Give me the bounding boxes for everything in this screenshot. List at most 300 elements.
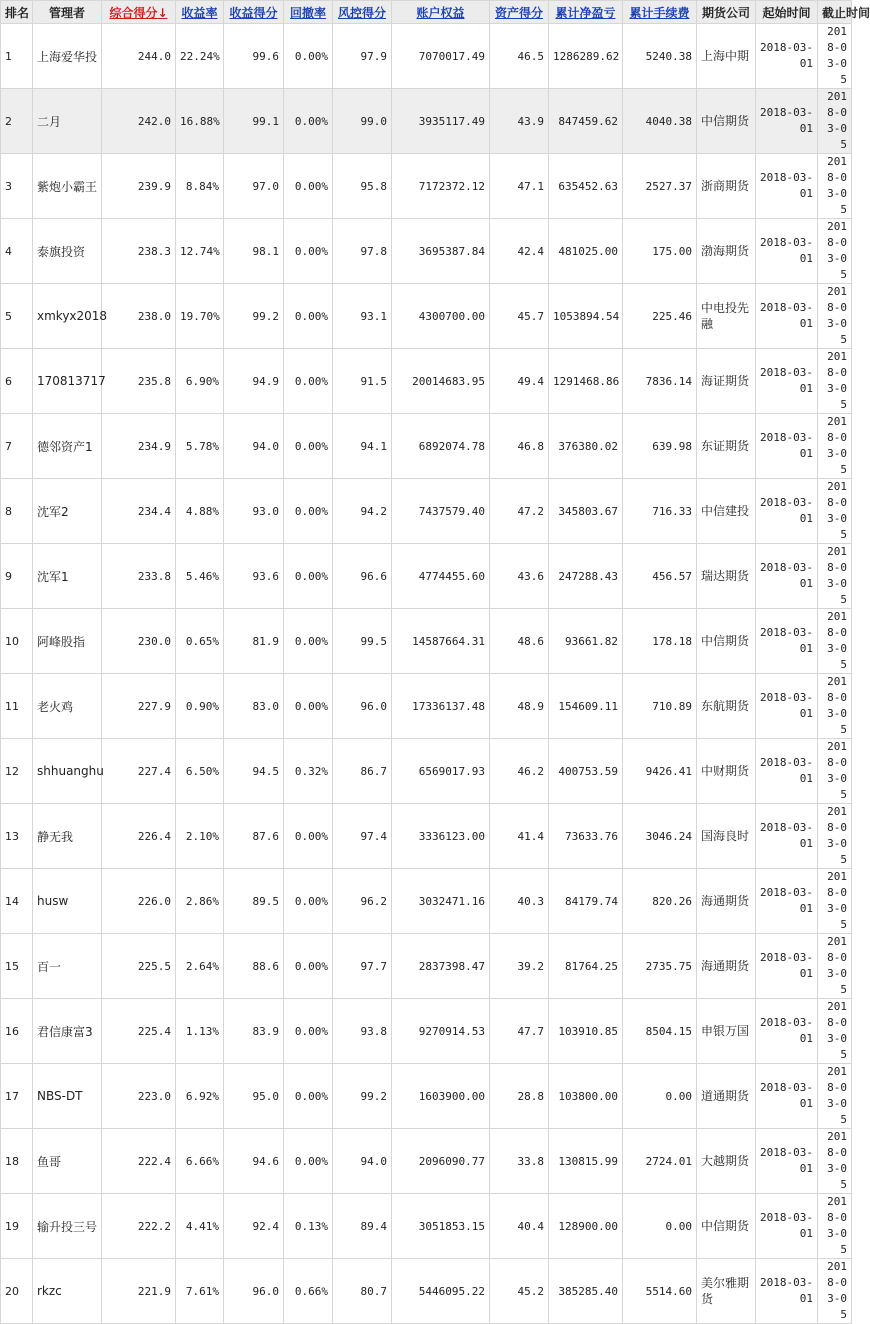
- cell-asset-score: 46.5: [490, 24, 549, 89]
- cell-rank: 16: [1, 999, 33, 1064]
- table-row: [1, 739, 852, 804]
- cell-end-date: 2018-03-05: [818, 284, 852, 349]
- table-row: [1, 1064, 852, 1129]
- cell-equity: 6569017.93: [392, 739, 490, 804]
- cell-return-score: 93.0: [224, 479, 284, 544]
- cell-return-score: 81.9: [224, 609, 284, 674]
- table-row: [1, 609, 852, 674]
- cell-end-date: 2018-03-05: [818, 219, 852, 284]
- cell-company: 海通期货: [697, 934, 756, 999]
- cell-start-date: 2018-03-01: [756, 544, 818, 609]
- cell-risk-score: 96.2: [333, 869, 392, 934]
- cell-manager: 沈军2: [33, 479, 102, 544]
- cell-return-rate: 16.88%: [176, 89, 224, 154]
- cell-total-score: 233.8: [102, 544, 176, 609]
- cell-rank: 9: [1, 544, 33, 609]
- cell-asset-score: 46.2: [490, 739, 549, 804]
- cell-cum-profit: 345803.67: [549, 479, 623, 544]
- cell-total-score: 238.0: [102, 284, 176, 349]
- cell-cum-profit: 247288.43: [549, 544, 623, 609]
- cell-risk-score: 99.0: [333, 89, 392, 154]
- header-rank: 排名: [1, 1, 33, 24]
- cell-cum-fee: 2735.75: [623, 934, 697, 999]
- cell-rank: 5: [1, 284, 33, 349]
- cell-cum-profit: 81764.25: [549, 934, 623, 999]
- cell-return-rate: 6.90%: [176, 349, 224, 414]
- cell-cum-profit: 385285.40: [549, 1259, 623, 1324]
- cell-company: 国海良时: [697, 804, 756, 869]
- cell-cum-profit: 847459.62: [549, 89, 623, 154]
- cell-drawdown: 0.00%: [284, 284, 333, 349]
- cell-manager: 输升投三号: [33, 1194, 102, 1259]
- cell-cum-profit: 1286289.62: [549, 24, 623, 89]
- cell-return-rate: 0.90%: [176, 674, 224, 739]
- table-row: [1, 544, 852, 609]
- cell-equity: 5446095.22: [392, 1259, 490, 1324]
- cell-manager: 老火鸡: [33, 674, 102, 739]
- cell-manager: 二月: [33, 89, 102, 154]
- cell-cum-fee: 225.46: [623, 284, 697, 349]
- cell-return-score: 94.0: [224, 414, 284, 479]
- arrow-down-icon[interactable]: ↓: [157, 5, 168, 20]
- cell-rank: 20: [1, 1259, 33, 1324]
- cell-cum-profit: 400753.59: [549, 739, 623, 804]
- header-start: 起始时间: [756, 1, 818, 24]
- cell-start-date: 2018-03-01: [756, 349, 818, 414]
- header-manager: 管理者: [33, 1, 102, 24]
- cell-risk-score: 94.0: [333, 1129, 392, 1194]
- table-row: [1, 674, 852, 739]
- cell-return-score: 87.6: [224, 804, 284, 869]
- cell-return-rate: 4.88%: [176, 479, 224, 544]
- cell-manager: 上海爱华投: [33, 24, 102, 89]
- cell-drawdown: 0.66%: [284, 1259, 333, 1324]
- cell-drawdown: 0.00%: [284, 89, 333, 154]
- cell-total-score: 226.0: [102, 869, 176, 934]
- header-cum-profit[interactable]: 累计净盈亏: [549, 1, 623, 24]
- cell-start-date: 2018-03-01: [756, 1129, 818, 1194]
- cell-end-date: 2018-03-05: [818, 89, 852, 154]
- cell-manager: rkzc: [33, 1259, 102, 1324]
- cell-drawdown: 0.00%: [284, 1064, 333, 1129]
- cell-manager: 泰旗投资: [33, 219, 102, 284]
- cell-asset-score: 47.1: [490, 154, 549, 219]
- cell-drawdown: 0.32%: [284, 739, 333, 804]
- cell-manager: 德邻资产1: [33, 414, 102, 479]
- cell-manager: 鱼哥: [33, 1129, 102, 1194]
- cell-total-score: 225.5: [102, 934, 176, 999]
- table-row: [1, 869, 852, 934]
- cell-start-date: 2018-03-01: [756, 1064, 818, 1129]
- cell-start-date: 2018-03-01: [756, 934, 818, 999]
- cell-drawdown: 0.00%: [284, 609, 333, 674]
- cell-equity: 17336137.48: [392, 674, 490, 739]
- cell-start-date: 2018-03-01: [756, 479, 818, 544]
- cell-total-score: 221.9: [102, 1259, 176, 1324]
- cell-cum-profit: 154609.11: [549, 674, 623, 739]
- cell-return-score: 99.2: [224, 284, 284, 349]
- cell-rank: 4: [1, 219, 33, 284]
- header-cum-fee[interactable]: 累计手续费: [623, 1, 697, 24]
- cell-cum-fee: 4040.38: [623, 89, 697, 154]
- header-return-score[interactable]: 收益得分: [224, 1, 284, 24]
- cell-company: 中信期货: [697, 609, 756, 674]
- cell-cum-fee: 5240.38: [623, 24, 697, 89]
- cell-cum-fee: 178.18: [623, 609, 697, 674]
- cell-return-rate: 19.70%: [176, 284, 224, 349]
- cell-risk-score: 93.8: [333, 999, 392, 1064]
- table-row: [1, 1129, 852, 1194]
- cell-return-rate: 6.66%: [176, 1129, 224, 1194]
- cell-return-score: 96.0: [224, 1259, 284, 1324]
- cell-company: 中财期货: [697, 739, 756, 804]
- cell-risk-score: 89.4: [333, 1194, 392, 1259]
- cell-total-score: 235.8: [102, 349, 176, 414]
- cell-start-date: 2018-03-01: [756, 89, 818, 154]
- header-row: [1, 1, 852, 24]
- cell-manager: shhuanghu: [33, 739, 102, 804]
- cell-asset-score: 46.8: [490, 414, 549, 479]
- cell-return-score: 95.0: [224, 1064, 284, 1129]
- cell-cum-fee: 9426.41: [623, 739, 697, 804]
- cell-start-date: 2018-03-01: [756, 609, 818, 674]
- cell-end-date: 2018-03-05: [818, 24, 852, 89]
- header-end: 截止时间: [818, 1, 852, 24]
- cell-start-date: 2018-03-01: [756, 804, 818, 869]
- cell-return-score: 92.4: [224, 1194, 284, 1259]
- cell-drawdown: 0.00%: [284, 804, 333, 869]
- header-total-score[interactable]: [102, 1, 176, 24]
- cell-end-date: 2018-03-05: [818, 609, 852, 674]
- cell-total-score: 238.3: [102, 219, 176, 284]
- cell-cum-profit: 130815.99: [549, 1129, 623, 1194]
- cell-manager: husw: [33, 869, 102, 934]
- cell-rank: 13: [1, 804, 33, 869]
- cell-drawdown: 0.13%: [284, 1194, 333, 1259]
- cell-drawdown: 0.00%: [284, 479, 333, 544]
- cell-cum-fee: 2724.01: [623, 1129, 697, 1194]
- cell-total-score: 239.9: [102, 154, 176, 219]
- cell-cum-profit: 481025.00: [549, 219, 623, 284]
- cell-return-score: 98.1: [224, 219, 284, 284]
- cell-asset-score: 40.4: [490, 1194, 549, 1259]
- cell-end-date: 2018-03-05: [818, 1194, 852, 1259]
- cell-equity: 4774455.60: [392, 544, 490, 609]
- header-risk-score[interactable]: 风控得分: [333, 1, 392, 24]
- cell-return-rate: 6.92%: [176, 1064, 224, 1129]
- cell-cum-fee: 639.98: [623, 414, 697, 479]
- cell-cum-fee: 820.26: [623, 869, 697, 934]
- cell-asset-score: 48.6: [490, 609, 549, 674]
- cell-cum-fee: 716.33: [623, 479, 697, 544]
- cell-company: 东证期货: [697, 414, 756, 479]
- cell-asset-score: 45.7: [490, 284, 549, 349]
- cell-asset-score: 49.4: [490, 349, 549, 414]
- table-row: [1, 349, 852, 414]
- cell-total-score: 227.4: [102, 739, 176, 804]
- cell-risk-score: 99.2: [333, 1064, 392, 1129]
- cell-rank: 18: [1, 1129, 33, 1194]
- cell-risk-score: 97.7: [333, 934, 392, 999]
- cell-end-date: 2018-03-05: [818, 544, 852, 609]
- cell-risk-score: 97.9: [333, 24, 392, 89]
- table-row: [1, 414, 852, 479]
- cell-asset-score: 43.6: [490, 544, 549, 609]
- cell-start-date: 2018-03-01: [756, 739, 818, 804]
- cell-equity: 3336123.00: [392, 804, 490, 869]
- cell-equity: 7437579.40: [392, 479, 490, 544]
- cell-company: 瑞达期货: [697, 544, 756, 609]
- cell-rank: 17: [1, 1064, 33, 1129]
- cell-end-date: 2018-03-05: [818, 154, 852, 219]
- cell-drawdown: 0.00%: [284, 674, 333, 739]
- cell-rank: 19: [1, 1194, 33, 1259]
- cell-rank: 11: [1, 674, 33, 739]
- cell-risk-score: 97.4: [333, 804, 392, 869]
- cell-risk-score: 96.6: [333, 544, 392, 609]
- cell-end-date: 2018-03-05: [818, 934, 852, 999]
- cell-asset-score: 28.8: [490, 1064, 549, 1129]
- header-return-rate[interactable]: 收益率: [176, 1, 224, 24]
- cell-equity: 2837398.47: [392, 934, 490, 999]
- cell-equity: 7172372.12: [392, 154, 490, 219]
- cell-end-date: 2018-03-05: [818, 804, 852, 869]
- cell-equity: 6892074.78: [392, 414, 490, 479]
- cell-total-score: 244.0: [102, 24, 176, 89]
- cell-start-date: 2018-03-01: [756, 219, 818, 284]
- cell-asset-score: 40.3: [490, 869, 549, 934]
- cell-total-score: 227.9: [102, 674, 176, 739]
- table-row: [1, 154, 852, 219]
- cell-cum-fee: 710.89: [623, 674, 697, 739]
- cell-cum-profit: 93661.82: [549, 609, 623, 674]
- table-row: [1, 1259, 852, 1324]
- cell-cum-fee: 456.57: [623, 544, 697, 609]
- cell-end-date: 2018-03-05: [818, 1259, 852, 1324]
- cell-cum-fee: 3046.24: [623, 804, 697, 869]
- cell-end-date: 2018-03-05: [818, 739, 852, 804]
- cell-cum-profit: 73633.76: [549, 804, 623, 869]
- cell-asset-score: 33.8: [490, 1129, 549, 1194]
- cell-cum-profit: 376380.02: [549, 414, 623, 479]
- cell-cum-profit: 1053894.54: [549, 284, 623, 349]
- cell-asset-score: 47.2: [490, 479, 549, 544]
- cell-company: 海通期货: [697, 869, 756, 934]
- cell-asset-score: 41.4: [490, 804, 549, 869]
- cell-total-score: 242.0: [102, 89, 176, 154]
- table-row: [1, 284, 852, 349]
- cell-company: 申银万国: [697, 999, 756, 1064]
- cell-drawdown: 0.00%: [284, 219, 333, 284]
- cell-cum-profit: 128900.00: [549, 1194, 623, 1259]
- cell-return-rate: 4.41%: [176, 1194, 224, 1259]
- cell-return-rate: 12.74%: [176, 219, 224, 284]
- cell-drawdown: 0.00%: [284, 154, 333, 219]
- cell-end-date: 2018-03-05: [818, 349, 852, 414]
- cell-end-date: 2018-03-05: [818, 1064, 852, 1129]
- cell-manager: 君信康富3: [33, 999, 102, 1064]
- cell-start-date: 2018-03-01: [756, 1259, 818, 1324]
- cell-cum-fee: 0.00: [623, 1064, 697, 1129]
- cell-asset-score: 42.4: [490, 219, 549, 284]
- cell-company: 中信期货: [697, 1194, 756, 1259]
- cell-equity: 20014683.95: [392, 349, 490, 414]
- cell-cum-fee: 8504.15: [623, 999, 697, 1064]
- cell-risk-score: 80.7: [333, 1259, 392, 1324]
- cell-return-score: 99.6: [224, 24, 284, 89]
- cell-company: 渤海期货: [697, 219, 756, 284]
- cell-manager: NBS-DT: [33, 1064, 102, 1129]
- cell-risk-score: 93.1: [333, 284, 392, 349]
- cell-asset-score: 39.2: [490, 934, 549, 999]
- cell-company: 东航期货: [697, 674, 756, 739]
- cell-return-score: 94.5: [224, 739, 284, 804]
- cell-asset-score: 43.9: [490, 89, 549, 154]
- cell-drawdown: 0.00%: [284, 869, 333, 934]
- cell-return-rate: 1.13%: [176, 999, 224, 1064]
- cell-return-rate: 2.86%: [176, 869, 224, 934]
- cell-drawdown: 0.00%: [284, 24, 333, 89]
- cell-rank: 7: [1, 414, 33, 479]
- cell-cum-fee: 5514.60: [623, 1259, 697, 1324]
- header-total-score-label[interactable]: 综合得分: [109, 5, 158, 20]
- cell-total-score: 223.0: [102, 1064, 176, 1129]
- cell-return-score: 88.6: [224, 934, 284, 999]
- cell-equity: 9270914.53: [392, 999, 490, 1064]
- table-row: [1, 1194, 852, 1259]
- cell-risk-score: 91.5: [333, 349, 392, 414]
- cell-rank: 2: [1, 89, 33, 154]
- cell-return-rate: 8.84%: [176, 154, 224, 219]
- cell-drawdown: 0.00%: [284, 544, 333, 609]
- cell-return-score: 99.1: [224, 89, 284, 154]
- cell-drawdown: 0.00%: [284, 1129, 333, 1194]
- cell-cum-fee: 2527.37: [623, 154, 697, 219]
- cell-start-date: 2018-03-01: [756, 284, 818, 349]
- cell-company: 中电投先融: [697, 284, 756, 349]
- cell-rank: 8: [1, 479, 33, 544]
- cell-drawdown: 0.00%: [284, 934, 333, 999]
- cell-cum-profit: 635452.63: [549, 154, 623, 219]
- cell-asset-score: 47.7: [490, 999, 549, 1064]
- cell-drawdown: 0.00%: [284, 349, 333, 414]
- cell-manager: 紫炮小霸王: [33, 154, 102, 219]
- cell-start-date: 2018-03-01: [756, 999, 818, 1064]
- cell-equity: 3935117.49: [392, 89, 490, 154]
- cell-start-date: 2018-03-01: [756, 414, 818, 479]
- cell-risk-score: 97.8: [333, 219, 392, 284]
- cell-asset-score: 48.9: [490, 674, 549, 739]
- cell-drawdown: 0.00%: [284, 414, 333, 479]
- cell-start-date: 2018-03-01: [756, 24, 818, 89]
- cell-cum-fee: 0.00: [623, 1194, 697, 1259]
- cell-equity: 2096090.77: [392, 1129, 490, 1194]
- cell-risk-score: 86.7: [333, 739, 392, 804]
- cell-end-date: 2018-03-05: [818, 999, 852, 1064]
- header-equity[interactable]: 账户权益: [392, 1, 490, 24]
- cell-equity: 7070017.49: [392, 24, 490, 89]
- cell-rank: 3: [1, 154, 33, 219]
- header-drawdown[interactable]: 回撤率: [284, 1, 333, 24]
- cell-return-score: 83.9: [224, 999, 284, 1064]
- cell-return-rate: 2.64%: [176, 934, 224, 999]
- cell-cum-fee: 7836.14: [623, 349, 697, 414]
- cell-company: 美尔雅期货: [697, 1259, 756, 1324]
- cell-rank: 15: [1, 934, 33, 999]
- cell-rank: 10: [1, 609, 33, 674]
- cell-return-rate: 6.50%: [176, 739, 224, 804]
- table-row: [1, 479, 852, 544]
- cell-return-score: 83.0: [224, 674, 284, 739]
- cell-return-rate: 0.65%: [176, 609, 224, 674]
- cell-company: 上海中期: [697, 24, 756, 89]
- cell-risk-score: 94.2: [333, 479, 392, 544]
- cell-risk-score: 96.0: [333, 674, 392, 739]
- cell-start-date: 2018-03-01: [756, 674, 818, 739]
- cell-cum-profit: 84179.74: [549, 869, 623, 934]
- cell-total-score: 222.4: [102, 1129, 176, 1194]
- cell-rank: 12: [1, 739, 33, 804]
- cell-risk-score: 99.5: [333, 609, 392, 674]
- cell-cum-profit: 103800.00: [549, 1064, 623, 1129]
- cell-manager: 阿峰股指: [33, 609, 102, 674]
- table-row: [1, 24, 852, 89]
- cell-rank: 6: [1, 349, 33, 414]
- cell-total-score: 226.4: [102, 804, 176, 869]
- cell-start-date: 2018-03-01: [756, 1194, 818, 1259]
- cell-total-score: 230.0: [102, 609, 176, 674]
- cell-equity: 3051853.15: [392, 1194, 490, 1259]
- cell-start-date: 2018-03-01: [756, 869, 818, 934]
- cell-return-rate: 5.46%: [176, 544, 224, 609]
- cell-return-rate: 7.61%: [176, 1259, 224, 1324]
- table-row: [1, 804, 852, 869]
- cell-cum-fee: 175.00: [623, 219, 697, 284]
- table-row: [1, 219, 852, 284]
- cell-asset-score: 45.2: [490, 1259, 549, 1324]
- cell-equity: 3695387.84: [392, 219, 490, 284]
- cell-return-score: 89.5: [224, 869, 284, 934]
- table-row: [1, 89, 852, 154]
- cell-cum-profit: 103910.85: [549, 999, 623, 1064]
- cell-rank: 1: [1, 24, 33, 89]
- header-asset-score[interactable]: 资产得分: [490, 1, 549, 24]
- cell-total-score: 225.4: [102, 999, 176, 1064]
- cell-equity: 4300700.00: [392, 284, 490, 349]
- cell-end-date: 2018-03-05: [818, 479, 852, 544]
- cell-company: 道通期货: [697, 1064, 756, 1129]
- cell-company: 大越期货: [697, 1129, 756, 1194]
- cell-return-score: 97.0: [224, 154, 284, 219]
- cell-company: 海证期货: [697, 349, 756, 414]
- header-company: 期货公司: [697, 1, 756, 24]
- cell-manager: 沈军1: [33, 544, 102, 609]
- cell-manager: 170813717: [33, 349, 102, 414]
- cell-company: 中信期货: [697, 89, 756, 154]
- cell-return-score: 93.6: [224, 544, 284, 609]
- cell-return-rate: 5.78%: [176, 414, 224, 479]
- cell-return-score: 94.9: [224, 349, 284, 414]
- cell-total-score: 234.9: [102, 414, 176, 479]
- cell-company: 中信建投: [697, 479, 756, 544]
- cell-return-rate: 22.24%: [176, 24, 224, 89]
- cell-end-date: 2018-03-05: [818, 674, 852, 739]
- cell-return-rate: 2.10%: [176, 804, 224, 869]
- cell-total-score: 234.4: [102, 479, 176, 544]
- cell-drawdown: 0.00%: [284, 999, 333, 1064]
- cell-start-date: 2018-03-01: [756, 154, 818, 219]
- cell-total-score: 222.2: [102, 1194, 176, 1259]
